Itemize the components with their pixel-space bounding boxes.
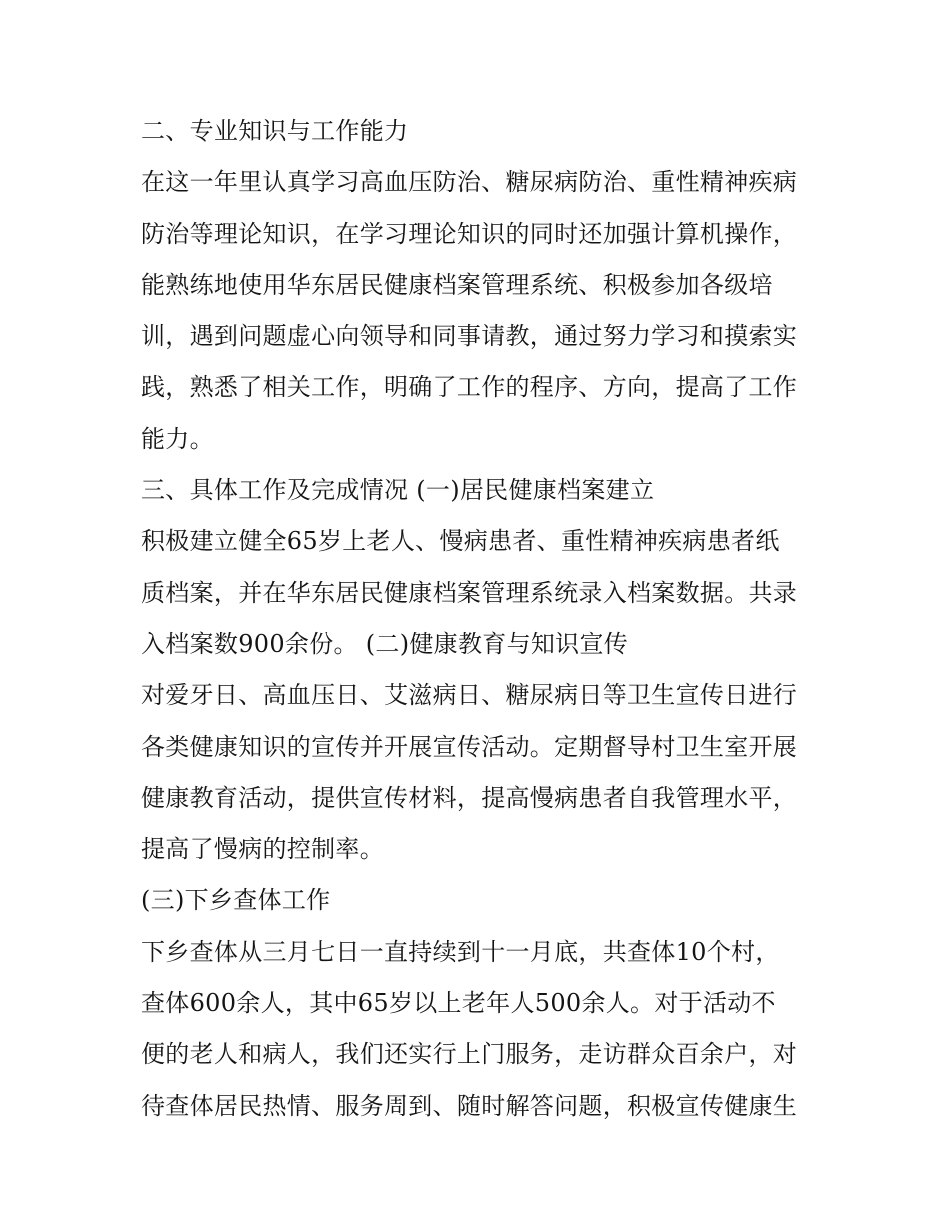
paragraph-line: 践，熟悉了相关工作，明确了工作的程序、方向，提高了工作 [141, 373, 798, 402]
paragraph-line: 提高了慢病的控制率。 [141, 835, 384, 864]
paragraph-line: 在这一年里认真学习高血压防治、糖尿病防治、重性精神疾病 [141, 168, 798, 197]
paragraph-line: 各类健康知识的宣传并开展宣传活动。定期督导村卫生室开展 [141, 732, 798, 761]
paragraph-line: 防治等理论知识，在学习理论知识的同时还加强计算机操作， [141, 219, 798, 248]
paragraph-line: 积极建立健全65岁上老人、慢病患者、重性精神疾病患者纸 [141, 527, 780, 556]
document-body [141, 106, 841, 1132]
paragraph-line: 质档案，并在华东居民健康档案管理系统录入档案数据。共录 [141, 578, 798, 607]
paragraph-line: 能熟练地使用华东居民健康档案管理系统、积极参加各级培 [141, 270, 773, 299]
paragraph-line: 对爱牙日、高血压日、艾滋病日、糖尿病日等卫生宣传日进行 [141, 681, 798, 710]
paragraph-line: 待查体居民热情、服务周到、随时解答问题，积极宣传健康生 [141, 1091, 798, 1120]
section-heading-3: 三、具体工作及完成情况 (一)居民健康档案建立 [141, 476, 655, 505]
paragraph-line: 便的老人和病人，我们还实行上门服务，走访群众百余户，对 [141, 1040, 798, 1069]
paragraph-line: 入档案数900余份。 (二)健康教育与知识宣传 [141, 629, 629, 658]
paragraph-line: 查体600余人，其中65岁以上老年人500余人。对于活动不 [141, 989, 776, 1018]
paragraph-line: 下乡查体从三月七日一直持续到十一月底，共查体10个村， [141, 937, 780, 966]
section-heading-2: 二、专业知识与工作能力 [141, 117, 409, 145]
paragraph-line: 健康教育活动，提供宣传材料，提高慢病患者自我管理水平， [141, 783, 798, 812]
paragraph-line: 训，遇到问题虚心向领导和同事请教，通过努力学习和摸索实 [141, 322, 798, 351]
subsection-heading: (三)下乡查体工作 [141, 886, 331, 915]
paragraph-line: 能力。 [141, 424, 214, 453]
